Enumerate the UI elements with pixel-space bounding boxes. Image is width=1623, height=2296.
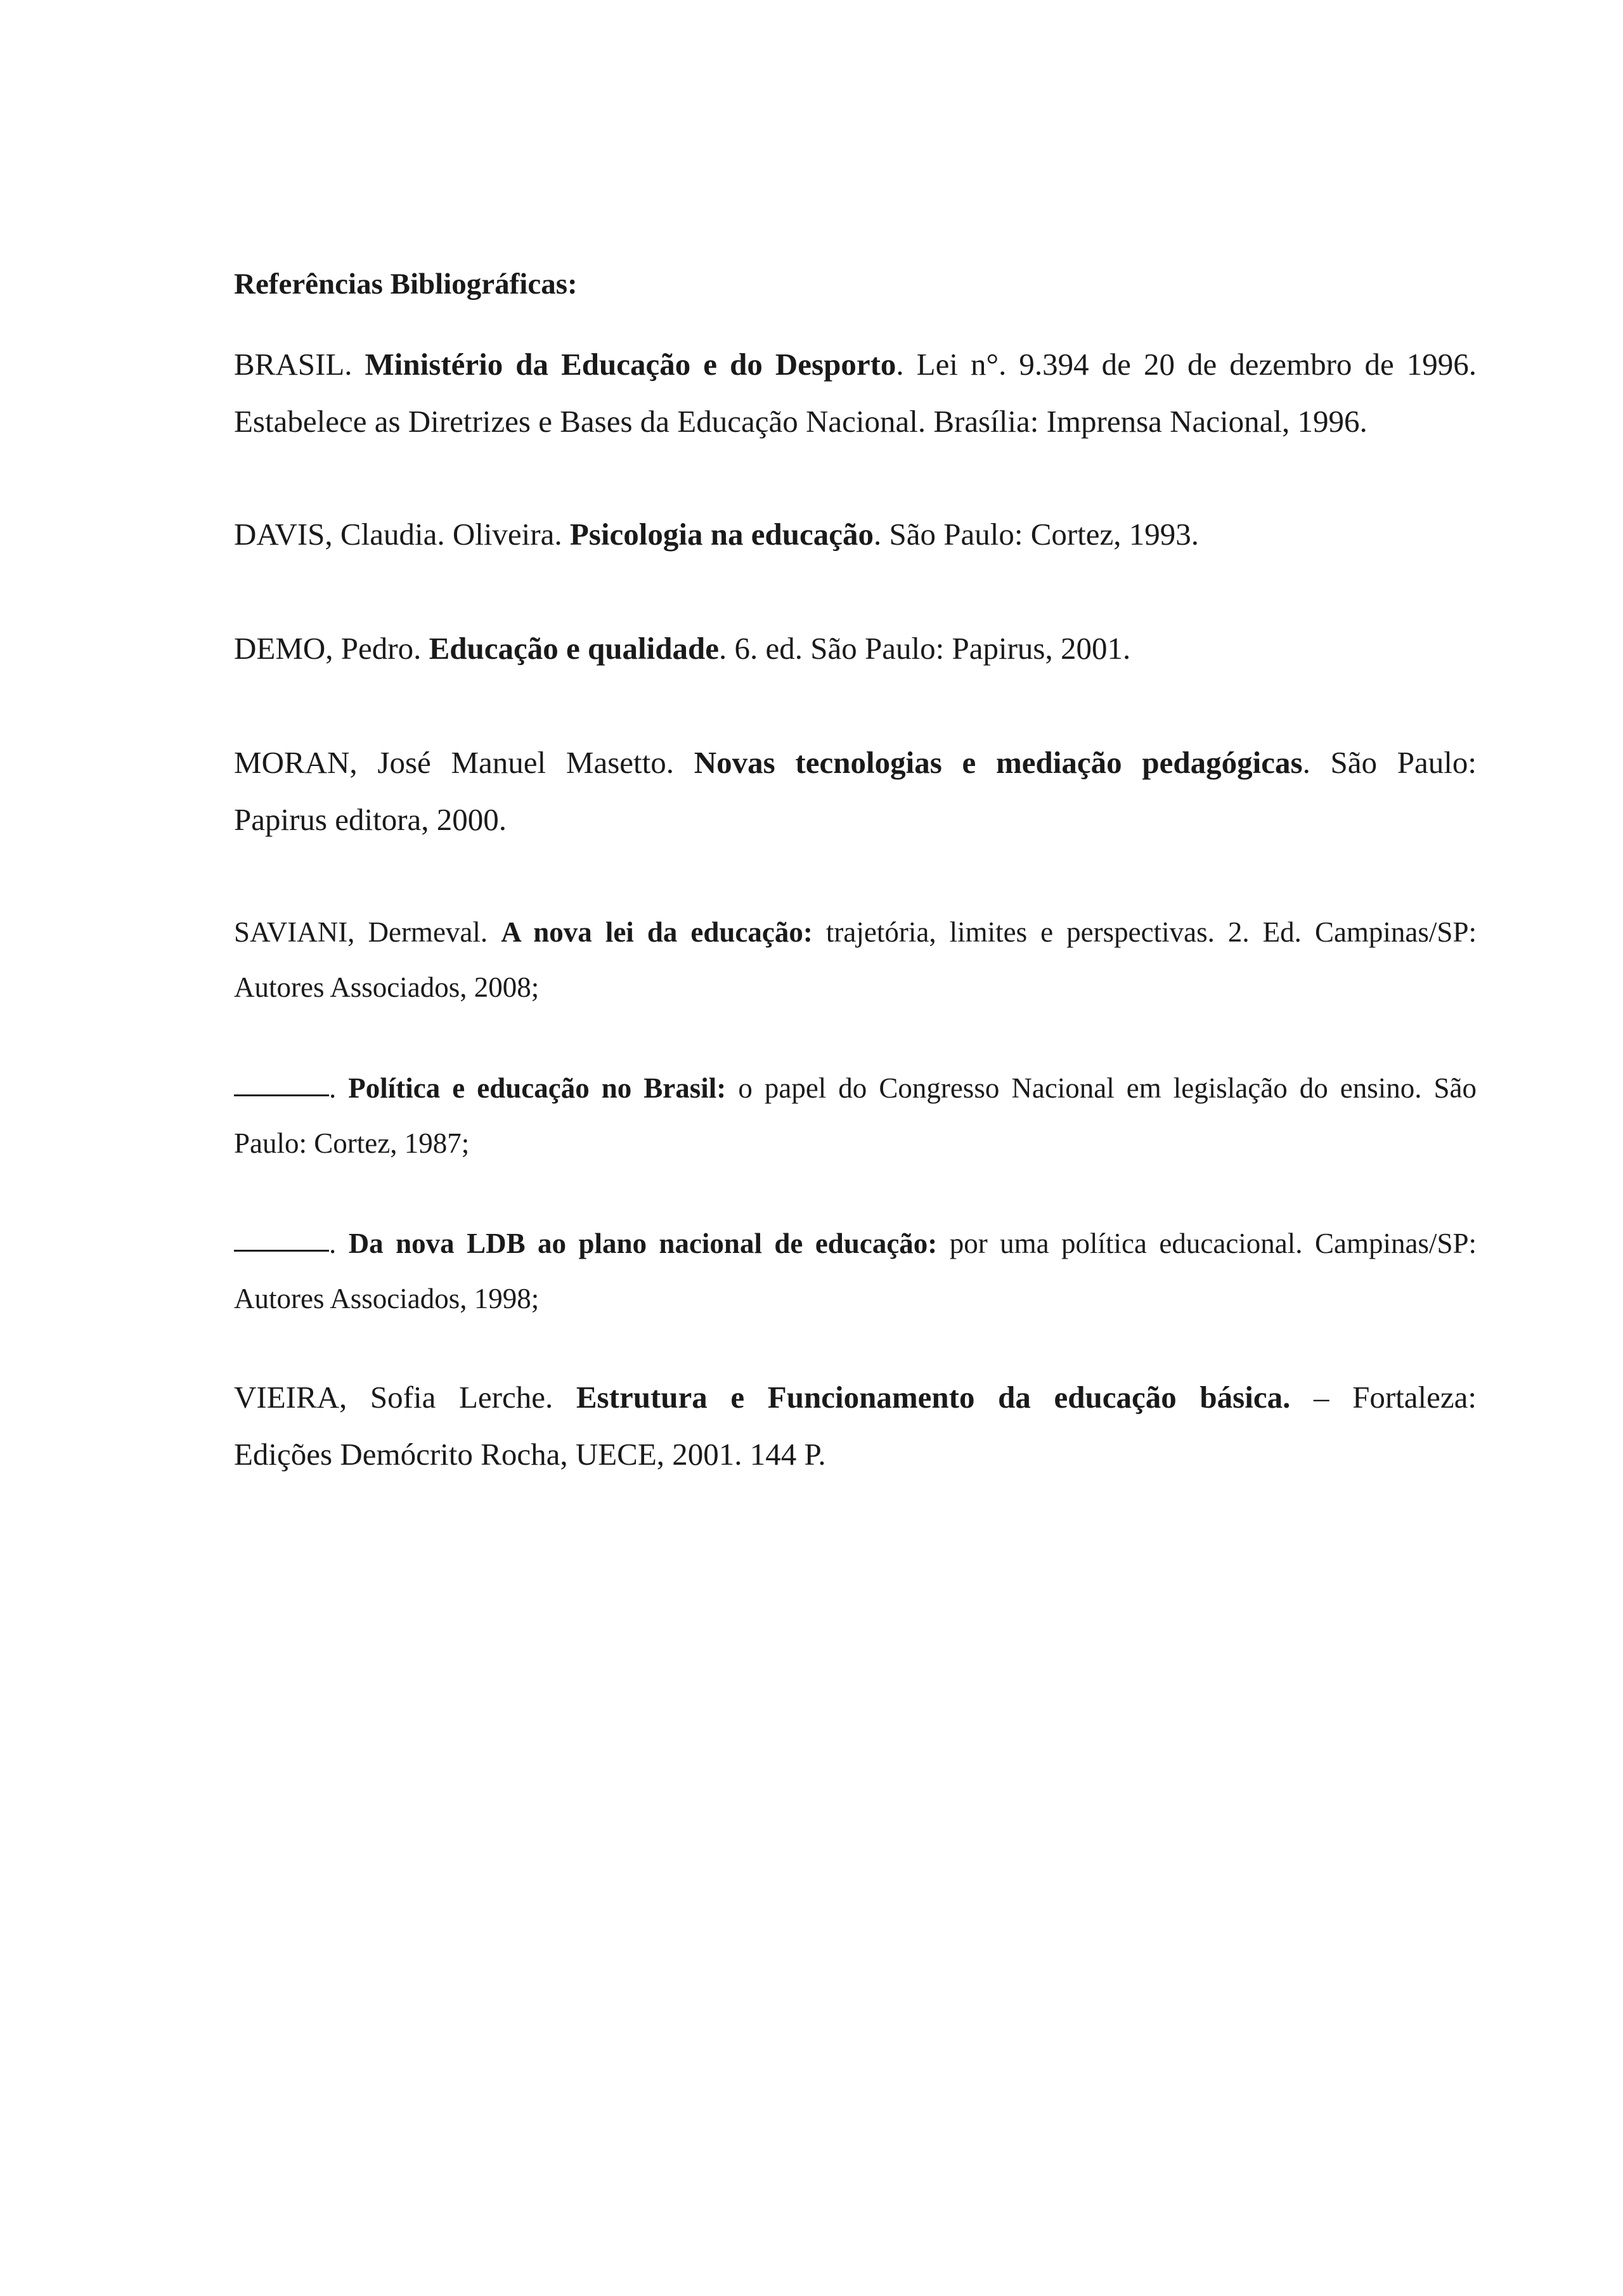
reference-entry-saviani-1998 <box>234 1216 1477 1326</box>
reference-details: . 6. ed. São Paulo: Papirus, 2001. <box>719 631 1131 666</box>
reference-entry-moran <box>234 734 1477 848</box>
reference-line <box>234 1061 1477 1116</box>
reference-author: VIEIRA, Sofia Lerche. <box>234 1380 576 1415</box>
reference-author: DAVIS, Claudia. Oliveira. <box>234 517 570 552</box>
reference-author: MORAN, José Manuel Masetto. <box>234 745 694 780</box>
reference-line <box>234 336 1477 393</box>
reference-details: . São Paulo: Cortez, 1993. <box>873 517 1199 552</box>
reference-details: . Lei n°. 9.394 de 20 de dezembro de 1996. <box>896 347 1477 382</box>
reference-line-continuation: Paulo: Cortez, 1987; <box>234 1127 470 1159</box>
reference-entry-demo <box>234 620 1477 677</box>
reference-line <box>234 1369 1477 1426</box>
reference-title: Educação e qualidade <box>429 631 720 666</box>
reference-entry-davis <box>234 506 1477 563</box>
reference-title: Política e educação no Brasil: <box>348 1072 727 1104</box>
reference-line <box>234 620 1477 677</box>
reference-line <box>234 905 1477 960</box>
reference-details: o papel do Congresso Nacional em legislação do ensino. São <box>726 1072 1477 1104</box>
reference-title: Ministério da Educação e do Desporto <box>365 347 896 382</box>
reference-details: por uma política educacional. Campinas/SP: <box>937 1228 1477 1259</box>
reference-line <box>234 1216 1477 1271</box>
reference-details: – Fortaleza: <box>1290 1380 1477 1415</box>
reference-author: SAVIANI, Dermeval. <box>234 916 501 948</box>
reference-author: BRASIL. <box>234 347 365 382</box>
reference-author: DEMO, Pedro. <box>234 631 429 666</box>
reference-details: . São Paulo: <box>1302 745 1477 780</box>
page-heading: Referências Bibliográficas: <box>234 268 578 301</box>
reference-title: Novas tecnologias e mediação pedagógicas <box>694 745 1303 780</box>
reference-details: trajetória, limites e perspectivas. 2. Ed. Campinas/SP: <box>812 916 1477 948</box>
reference-title: Da nova LDB ao plano nacional de educação: <box>348 1228 938 1259</box>
reference-line <box>234 734 1477 791</box>
reference-author: . <box>329 1072 349 1104</box>
reference-line-continuation: Papirus editora, 2000. <box>234 802 507 837</box>
reference-entry-saviani-1987 <box>234 1061 1477 1171</box>
reference-title: A nova lei da educação: <box>501 916 813 948</box>
reference-entry-brasil <box>234 336 1477 450</box>
document-page <box>234 0 1477 2296</box>
reference-line <box>234 506 1477 563</box>
reference-entry-vieira <box>234 1369 1477 1483</box>
reference-entry-saviani-2008 <box>234 905 1477 1015</box>
author-repeat-underline <box>234 1094 329 1096</box>
reference-line-continuation: Autores Associados, 1998; <box>234 1283 540 1314</box>
reference-line-continuation: Autores Associados, 2008; <box>234 971 540 1003</box>
reference-line-continuation: Edições Demócrito Rocha, UECE, 2001. 144 P. <box>234 1437 826 1472</box>
reference-title: Psicologia na educação <box>569 517 874 552</box>
reference-author: . <box>329 1228 349 1259</box>
reference-title: Estrutura e Funcionamento da educação básica. <box>576 1380 1291 1415</box>
author-repeat-underline <box>234 1250 329 1252</box>
reference-line-continuation: Estabelece as Diretrizes e Bases da Educação Nacional. Brasília: Imprensa Nacional, 1996. <box>234 404 1368 439</box>
